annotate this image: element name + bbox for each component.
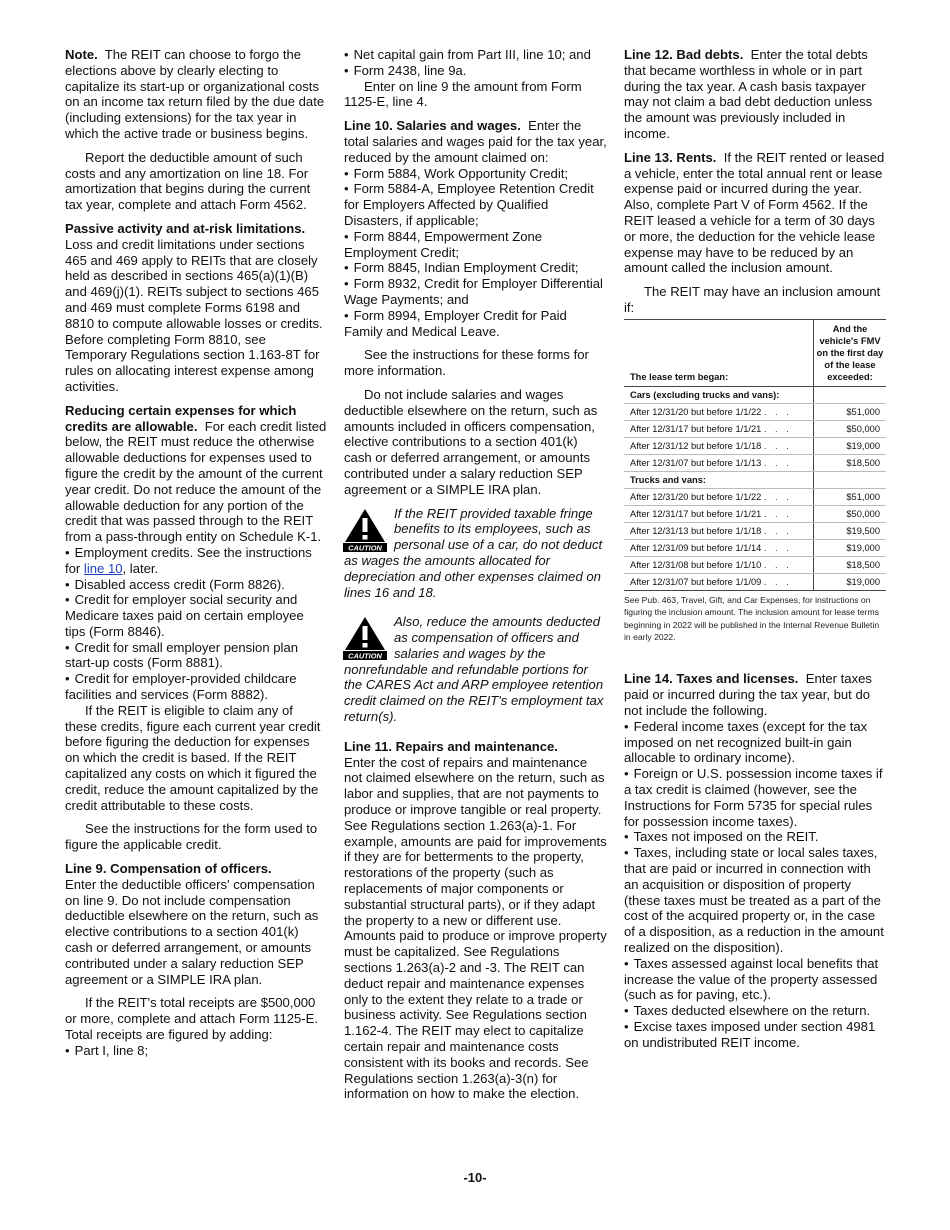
line-12-section (624, 47, 886, 142)
bullet-employment-credits: • Employment credits. See the instructions for line 10, later. (65, 545, 327, 577)
bullet-form-8844: • Form 8844, Empowerment Zone Employment Credit; (344, 229, 607, 261)
bullet-taxes-not-imposed: • Taxes not imposed on the REIT. (624, 829, 886, 845)
total-receipts-paragraph: If the REIT's total receipts are $500,000 or more, complete and attach Form 1125-E. Total receipts are figured by adding: (65, 995, 319, 1043)
bullet-form-8932: • Form 8932, Credit for Employer Differential Wage Payments; and (344, 276, 607, 308)
line-14-section (624, 671, 886, 718)
line-10-link[interactable]: line 10 (83, 560, 123, 576)
table-row: After 12/31/20 but before 1/1/22 . . . $51,000 (624, 488, 886, 505)
column-2 (344, 47, 607, 1110)
fmv-header: And the vehicle's FMV on the first day of the lease exceeded: (814, 319, 887, 386)
lease-term: After 12/31/20 but before 1/1/22 (630, 406, 762, 417)
lease-term: After 12/31/17 but before 1/1/21 (630, 423, 762, 434)
line-13-section (624, 150, 886, 276)
fmv-amount: $18,500 (814, 556, 887, 573)
caution-icon (343, 616, 389, 660)
column-3 (624, 47, 886, 1051)
bullet-foreign-taxes: • Foreign or U.S. possession income taxes if a tax credit is claimed (however, see the Instructions for Form 5735 for special rules for possession income taxes). (624, 766, 886, 829)
passive-activity-body: Loss and credit limitations under sections 465 and 469 apply to REITs that are closely held as described in sections 465(a)(1)(B) and 469(j)(1). REITs subject to sections 465 and 469 must complete Forms 6198 and 8810 to compute allowable losses or credits. Before completing Form 8810, see Temporary Regulations section 1.163-8T for rules on allocating interest expense among activities. (65, 236, 323, 394)
line-12-heading: Line 12. Bad debts. (624, 47, 744, 62)
passive-activity-section (65, 221, 327, 395)
fmv-amount: $19,500 (814, 522, 887, 539)
table-row: After 12/31/20 but before 1/1/22 . . . $51,000 (624, 403, 886, 420)
enter-line-9-paragraph: Enter on line 9 the amount from Form 1125-E, line 4. (344, 78, 582, 110)
bullet-childcare: • Credit for employer-provided childcare facilities and services (Form 8882). (65, 671, 327, 703)
eligible-paragraph: If the REIT is eligible to claim any of these credits, figure each current year credit before figuring the deduction for expenses on which the credit is based. If the REIT capitalized any costs on which it figured the credit, reduce the amount capitalized by the credit attributable to these costs. (65, 702, 321, 813)
bullet-part-1-line-8: • Part I, line 8; (65, 1043, 327, 1059)
lease-term: After 12/31/12 but before 1/1/18 (630, 440, 762, 451)
bullet-sales-taxes: • Taxes, including state or local sales taxes, that are paid or incurred in connection with an acquisition or disposition of property (these taxes must be treated as a part of the cost of the acquired property or, in the case of a disposition, as a reduction in the amount realized on the disposition). (624, 845, 886, 956)
line-14-heading: Line 14. Taxes and licenses. (624, 671, 799, 687)
note-paragraph (65, 47, 327, 142)
bullet-form-5884a: • Form 5884-A, Employee Retention Credit for Employers Affected by Qualified Disasters, if applicable; (344, 181, 607, 228)
passive-activity-heading: Passive activity and at-risk limitations. (65, 220, 306, 236)
reducing-expenses-section (65, 403, 327, 545)
caution-icon (343, 508, 389, 552)
table-footnote: See Pub. 463, Travel, Gift, and Car Expenses, for instructions on figuring the inclusion amount. The inclusion amount for lease terms beginning in 2022 will be published in the Internal Revenue Bulletin in early 2022. (624, 594, 880, 642)
fmv-amount: $18,500 (814, 454, 887, 471)
bullet-form-2438: • Form 2438, line 9a. (344, 63, 607, 79)
line-10-section (344, 118, 607, 165)
do-not-include-paragraph: Do not include salaries and wages deductible elsewhere on the return, such as amounts included in officers compensation, elective contributions to a section 401(k) cash or deferred arrangement, or amounts contributed under a salary reduction SEP agreement or a SIMPLE IRA plan. (344, 386, 598, 497)
line-11-section (344, 739, 607, 1102)
lease-term: After 12/31/07 but before 1/1/09 (630, 576, 762, 587)
fmv-amount: $50,000 (814, 505, 887, 522)
line-12-body: Enter the total debts that became worthless in whole or in part during the tax year. A cash basis taxpayer may not claim a bad debt deduction unless the amount was previously included in income. (624, 47, 873, 141)
fmv-amount: $19,000 (814, 539, 887, 556)
fmv-amount: $19,000 (814, 437, 887, 454)
lease-term: After 12/31/20 but before 1/1/22 (630, 491, 762, 502)
table-row: After 12/31/12 but before 1/1/18 . . . $19,000 (624, 437, 886, 454)
cars-category: Cars (excluding trucks and vans): (624, 386, 814, 403)
caution-fringe-text: If the REIT provided taxable fringe benefits to its employees, such as personal use of a car, do not deduct as wages the amounts allocated for depreciation and other expenses claimed on lines 16 and 18. (344, 505, 603, 600)
note-heading: Note. (65, 47, 98, 62)
caution-compensation-text: Also, reduce the amounts deducted as compensation of officers and salaries and wages by the nonrefundable and refundable portions for the CARES Act and ARP employee retention credit claimed on the REIT's employment tax return(s). (344, 614, 604, 725)
caution-label: CAUTION (348, 651, 382, 661)
line-11-body: Enter the cost of repairs and maintenance not claimed elsewhere on the return, such as labor and supplies, that are not payments to produce or improve tangible or real property. See Regulations section 1.263(a)-1. For example, amounts are paid for improvements if they are for betterments to the property, restorations of the property (such as replacements of major components or substantial structural parts), or if they adapt the property to a new or different use. Amounts paid to produce or improve property must be capitalized. See Regulations sections 1.263(a)-2 and -3. The REIT can deduct repair and maintenance expenses only to the extent they relate to a trade or business activity. See Regulations section 1.162-4. The REIT may elect to capitalize certain repair and maintenance costs consistent with its books and records. See Regulations section 1.263(a)-3(n) for information on how to make the election. (344, 754, 607, 1102)
bullet-local-benefits: • Taxes assessed against local benefits that increase the value of the property assessed (such as for paving, etc.). (624, 956, 886, 1003)
lease-term-header: The lease term began: (624, 319, 814, 386)
caution-fringe-benefits (344, 506, 607, 601)
line-13-body: If the REIT rented or leased a vehicle, enter the total annual rent or lease expense paid or incurred during the year. Also, complete Part V of Form 4562. If the REIT leased a vehicle for a term of 30 days or more, the deduction for the vehicle lease expense may have to be reduced by an amount called the inclusion amount. (624, 149, 885, 276)
reducing-expenses-heading: Reducing certain expenses for which credits are allowable. (65, 402, 297, 434)
table-category-row (624, 386, 886, 403)
trucks-category: Trucks and vans: (624, 471, 814, 488)
fmv-amount: $51,000 (814, 403, 887, 420)
table-row: After 12/31/17 but before 1/1/21 . . . $50,000 (624, 505, 886, 522)
see-instructions-paragraph: See the instructions for the form used to figure the applicable credit. (65, 821, 318, 853)
line-9-heading: Line 9. Compensation of officers. (65, 861, 272, 877)
bullet-excise-taxes: • Excise taxes imposed under section 4981 on undistributed REIT income. (624, 1019, 886, 1051)
lease-term: After 12/31/07 but before 1/1/13 (630, 457, 762, 468)
table-row: After 12/31/08 but before 1/1/10 . . . $18,500 (624, 556, 886, 573)
page-number: -10- (463, 1170, 487, 1185)
caution-compensation (344, 614, 607, 725)
lease-term: After 12/31/09 but before 1/1/14 (630, 542, 762, 553)
column-1 (65, 47, 327, 1059)
inclusion-amount-table (624, 319, 886, 591)
bullet-pension-plan: • Credit for small employer pension plan start-up costs (Form 8881). (65, 640, 327, 672)
bullet-form-8845: • Form 8845, Indian Employment Credit; (344, 260, 607, 276)
note-body: The REIT can choose to forgo the elections above by clearly electing to capitalize its start-up or organizational costs on an income tax return filed by the due date (including extensions) for the tax year in which the active trade or business begins. (65, 47, 325, 141)
bullet-social-security: • Credit for employer social security and Medicare taxes paid on certain employee tips (Form 8846). (65, 592, 327, 639)
table-header-row (624, 319, 886, 386)
table-category-row (624, 471, 886, 488)
caution-label: CAUTION (348, 543, 382, 552)
line-14-body: Enter taxes paid or incurred during the tax year, but do not include the following. (624, 671, 872, 718)
line-10-body: Enter the total salaries and wages paid for the tax year, reduced by the amount claimed on: (344, 118, 607, 165)
table-row: After 12/31/07 but before 1/1/13 . . . $18,500 (624, 454, 886, 471)
fmv-amount: $51,000 (814, 488, 887, 505)
report-paragraph: Report the deductible amount of such costs and any amortization on line 18. For amortization that begins during the current tax year, complete and attach Form 4562. (65, 149, 311, 213)
bullet-disabled-access: • Disabled access credit (Form 8826). (65, 577, 327, 593)
line-11-heading: Line 11. Repairs and maintenance. (344, 738, 558, 754)
bullet-net-capital-gain: • Net capital gain from Part III, line 10; and (344, 47, 607, 63)
see-forms-paragraph: See the instructions for these forms for more information. (344, 347, 589, 379)
table-row: After 12/31/09 but before 1/1/14 . . . $19,000 (624, 539, 886, 556)
table-row: After 12/31/07 but before 1/1/09 . . . $19,000 (624, 573, 886, 590)
bullet-federal-income-taxes: • Federal income taxes (except for the tax imposed on net recognized built-in gain allocable to ordinary income). (624, 719, 886, 766)
fmv-amount: $50,000 (814, 420, 887, 437)
lease-term: After 12/31/08 but before 1/1/10 (630, 559, 762, 570)
line-13-heading: Line 13. Rents. (624, 149, 717, 165)
bullet-form-5884: • Form 5884, Work Opportunity Credit; (344, 166, 607, 182)
table-row: After 12/31/13 but before 1/1/18 . . . $19,500 (624, 522, 886, 539)
line-9-section (65, 861, 327, 987)
table-row: After 12/31/17 but before 1/1/21 . . . $50,000 (624, 420, 886, 437)
lease-term: After 12/31/13 but before 1/1/18 (630, 525, 762, 536)
bullet-form-8994: • Form 8994, Employer Credit for Paid Family and Medical Leave. (344, 308, 607, 340)
bullet-taxes-deducted-elsewhere: • Taxes deducted elsewhere on the return. (624, 1003, 886, 1019)
inclusion-amount-paragraph: The REIT may have an inclusion amount if: (624, 284, 881, 315)
reducing-expenses-body: For each credit listed below, the REIT must reduce the otherwise allowable deductions for expenses used to figure the credit by the amount of the current year credit. Do not reduce the amount of the allowable deduction for any portion of the credit that was passed through to the REIT from a pass-through entity on Schedule K-1. (65, 418, 327, 545)
line-10-heading: Line 10. Salaries and wages. (344, 118, 521, 134)
lease-term: After 12/31/17 but before 1/1/21 (630, 508, 762, 519)
fmv-amount: $19,000 (814, 573, 887, 590)
line-9-body: Enter the deductible officers' compensation on line 9. Do not include compensation deductible elsewhere on the return, such as elective contributions to a section 401(k) cash or deferred arrangement, or amounts contributed under a salary reduction SEP agreement or a SIMPLE IRA plan. (65, 876, 319, 987)
